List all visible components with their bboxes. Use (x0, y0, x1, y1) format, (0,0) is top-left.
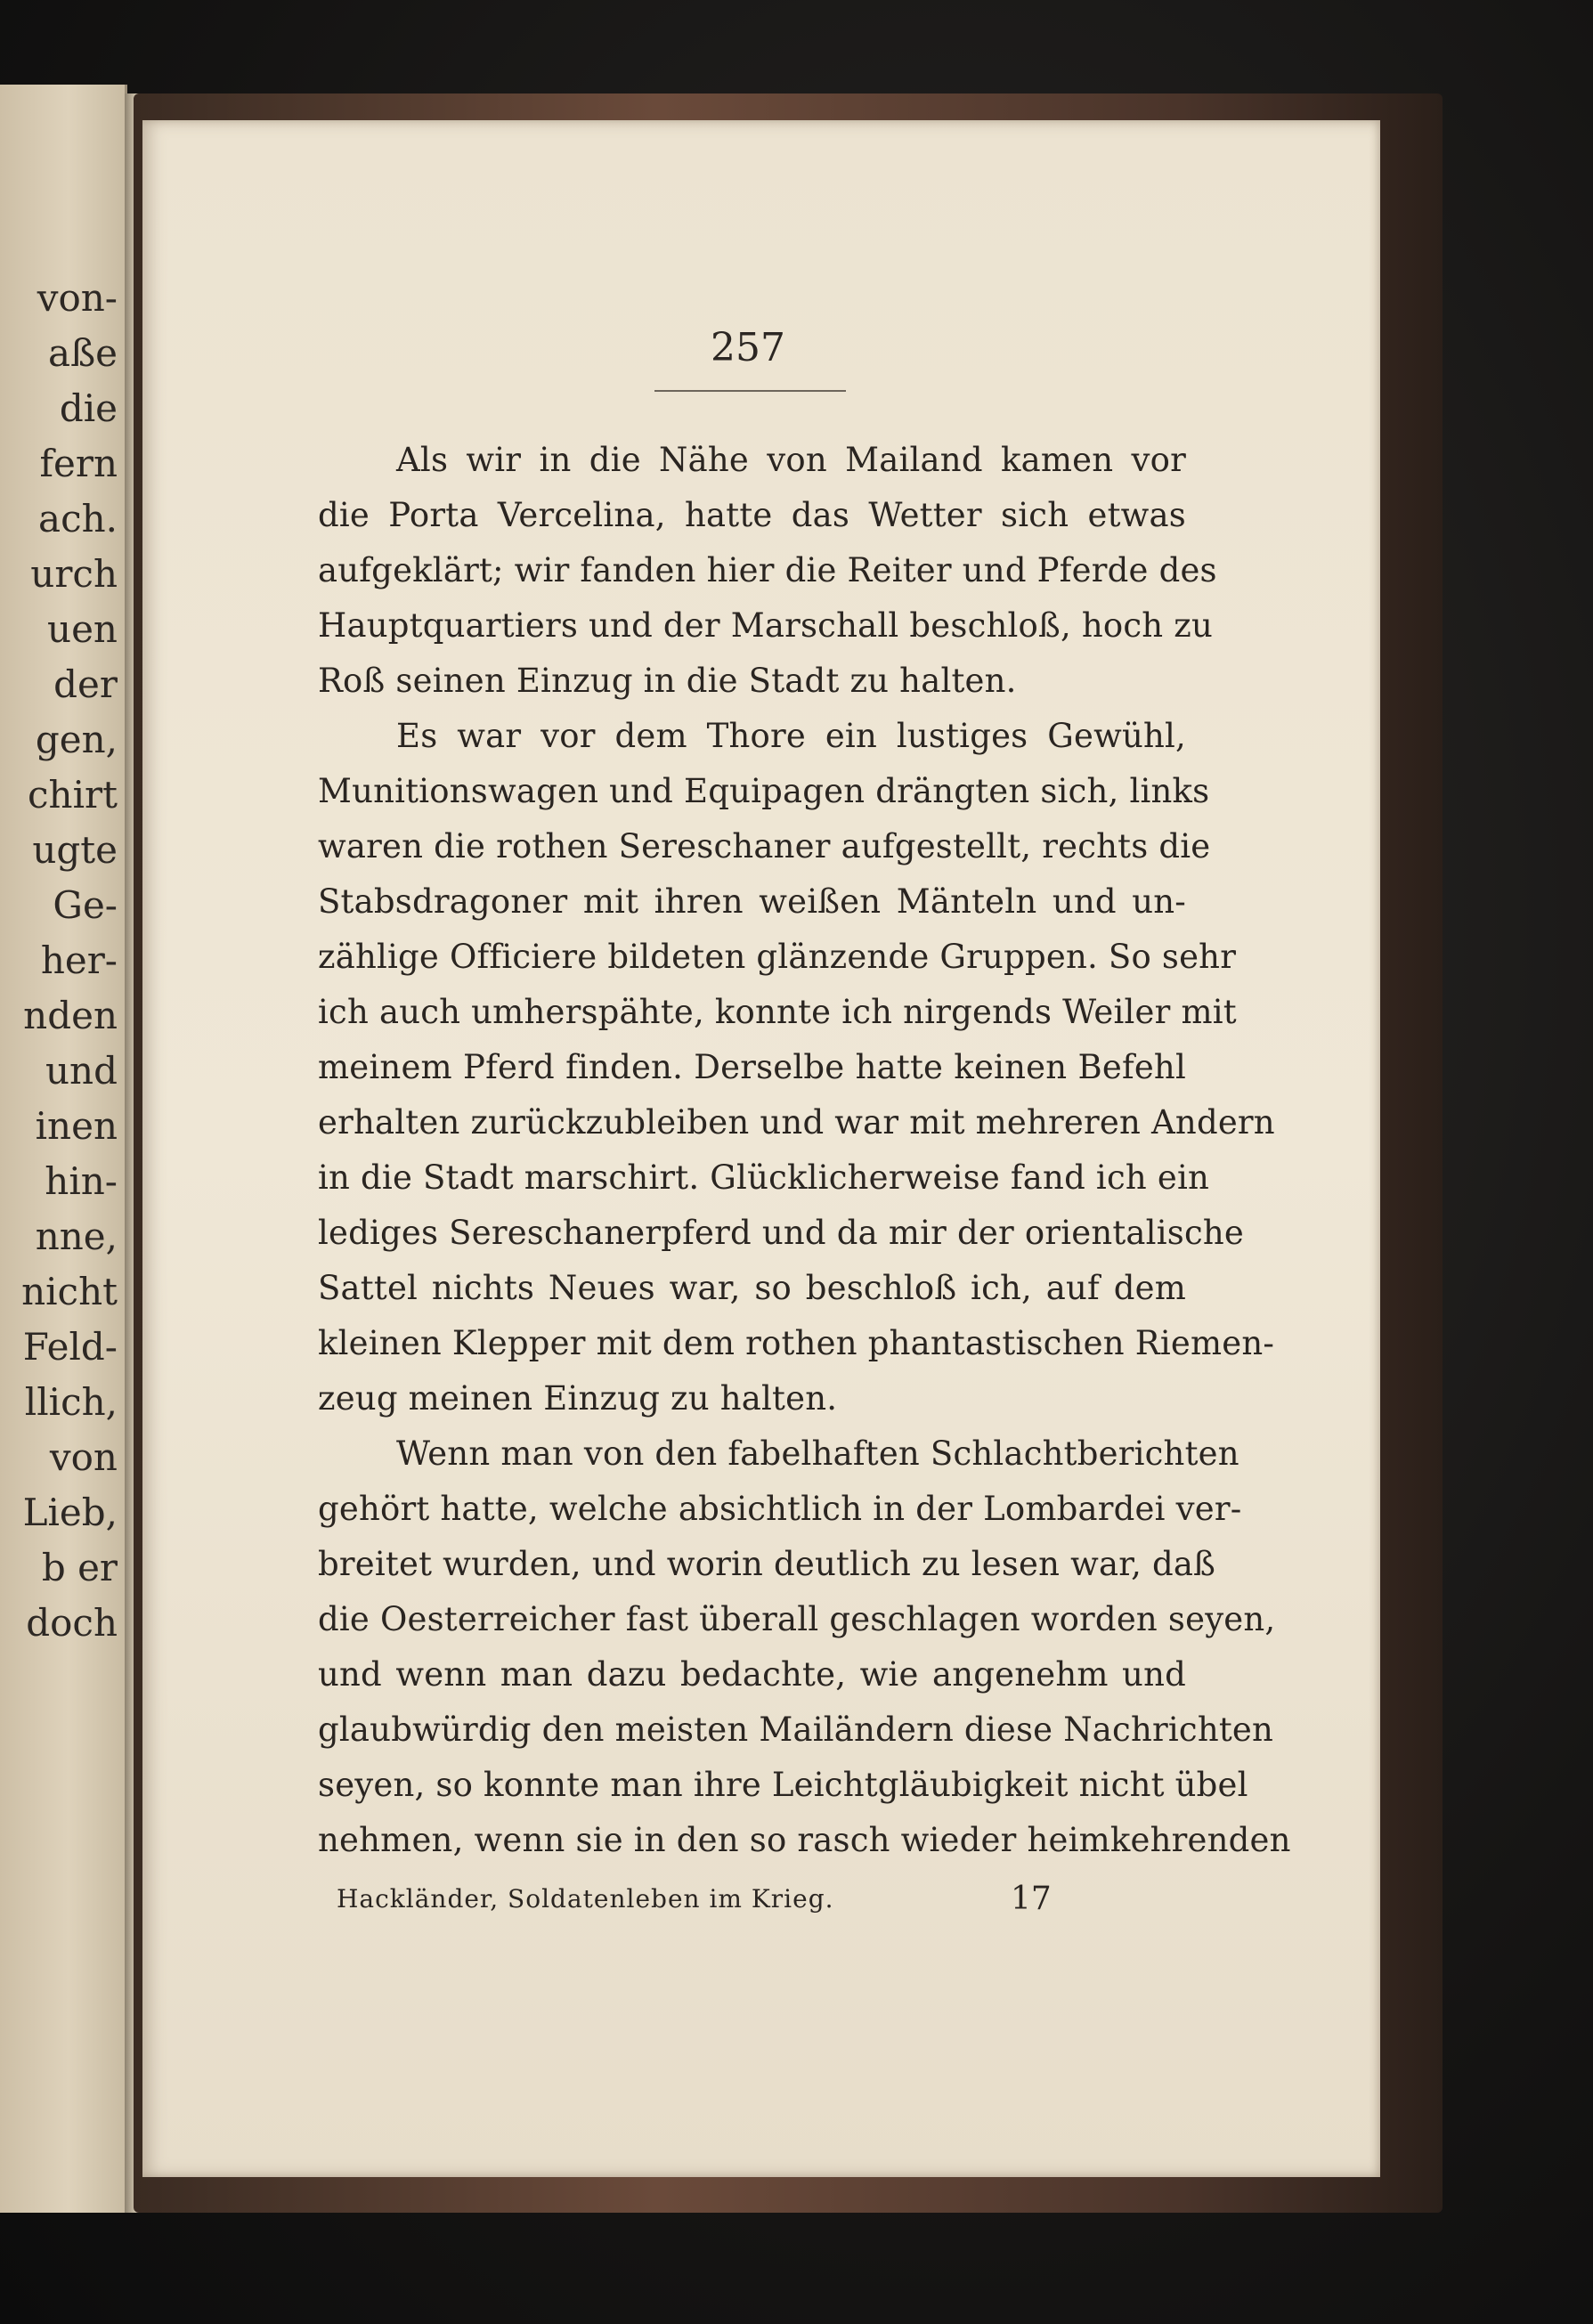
left-page-line: uen (47, 607, 118, 651)
left-page-line: ach. (38, 497, 118, 540)
body-text-line: glaubwürdig den meisten Mailändern diese Nachrichten (318, 1710, 1274, 1749)
left-page-line: urch (30, 552, 118, 596)
left-page-line: her- (40, 939, 118, 982)
left-page-line: b er (41, 1546, 118, 1589)
left-page-line: von- (37, 276, 118, 320)
body-text-line: erhalten zurückzubleiben und war mit mehreren Andern (318, 1103, 1275, 1142)
left-page-line: von (49, 1435, 118, 1479)
left-page-line: ugte (32, 828, 118, 872)
body-text-line: Munitionswagen und Equipagen drängten sich, links (318, 772, 1210, 810)
left-page-line: nne, (35, 1215, 118, 1258)
body-text-line: die Oesterreicher fast überall geschlagen worden seyen, (318, 1600, 1276, 1638)
left-page-line: doch (26, 1601, 118, 1645)
body-text-line: Hauptquartiers und der Marschall beschloß, hoch zu (318, 606, 1214, 645)
left-page (0, 85, 127, 2213)
left-page-line: die (59, 386, 118, 430)
body-text-line: zählige Officiere bildeten glänzende Gruppen. So sehr (318, 938, 1237, 976)
body-text-line: Stabsdragoner mit ihren weißen Mänteln und un- (318, 882, 1186, 921)
left-page-line: fern (39, 442, 118, 485)
sheet-number: 17 (1011, 1881, 1052, 1917)
left-page-line: der (53, 662, 118, 706)
left-page-line: und (45, 1049, 118, 1093)
body-text-line: breitet wurden, und worin deutlich zu lesen war, daß (318, 1545, 1216, 1583)
left-page-line: inen (35, 1104, 118, 1148)
body-text-line: aufgeklärt; wir fanden hier die Reiter und Pferde des (318, 551, 1217, 589)
left-page-line: Ge- (53, 883, 118, 927)
left-page-line: nden (23, 994, 118, 1037)
header-rule (654, 390, 846, 392)
body-text-line: in die Stadt marschirt. Glücklicherweise fand ich ein (318, 1158, 1210, 1197)
body-text-line: Sattel nichts Neues war, so beschloß ich, auf dem (318, 1269, 1186, 1307)
page-number: 257 (711, 325, 785, 370)
body-text-line: Als wir in die Nähe von Mailand kamen vor (396, 441, 1186, 479)
left-page-line: chirt (28, 773, 118, 817)
signature-line: Hackländer, Soldatenleben im Krieg. (337, 1884, 834, 1914)
body-text-line: meinem Pferd finden. Derselbe hatte keinen Befehl (318, 1048, 1186, 1086)
body-text-line: seyen, so konnte man ihre Leichtgläubigkeit nicht übel (318, 1766, 1248, 1804)
body-text-line: Roß seinen Einzug in die Stadt zu halten. (318, 662, 1017, 700)
left-page-line: llich, (24, 1380, 118, 1424)
body-text-line: die Porta Vercelina, hatte das Wetter sich etwas (318, 496, 1186, 534)
left-page-line: Lieb, (22, 1491, 118, 1534)
body-text-line: nehmen, wenn sie in den so rasch wieder heimkehrenden (318, 1821, 1291, 1859)
left-page-line: gen, (35, 718, 118, 761)
body-text-line: Wenn man von den fabelhaften Schlachtberichten (396, 1434, 1239, 1473)
left-page-line: aße (48, 331, 118, 375)
right-page (142, 120, 1380, 2177)
body-text-line: ich auch umherspähte, konnte ich nirgends Weiler mit (318, 993, 1237, 1031)
body-text-line: lediges Sereschanerpferd und da mir der orientalische (318, 1214, 1244, 1252)
body-text-line: Es war vor dem Thore ein lustiges Gewühl, (396, 717, 1186, 755)
body-text-line: gehört hatte, welche absichtlich in der Lombardei ver- (318, 1490, 1242, 1528)
body-text-line: und wenn man dazu bedachte, wie angenehm und (318, 1655, 1186, 1694)
body-text-line: waren die rothen Sereschaner aufgestellt, rechts die (318, 827, 1211, 865)
body-text-line: kleinen Klepper mit dem rothen phantastischen Riemen- (318, 1324, 1275, 1362)
left-page-line: Feld- (22, 1325, 118, 1369)
left-page-line: hin- (45, 1159, 118, 1203)
left-page-line: nicht (21, 1270, 118, 1313)
body-text-line: zeug meinen Einzug zu halten. (318, 1379, 838, 1418)
